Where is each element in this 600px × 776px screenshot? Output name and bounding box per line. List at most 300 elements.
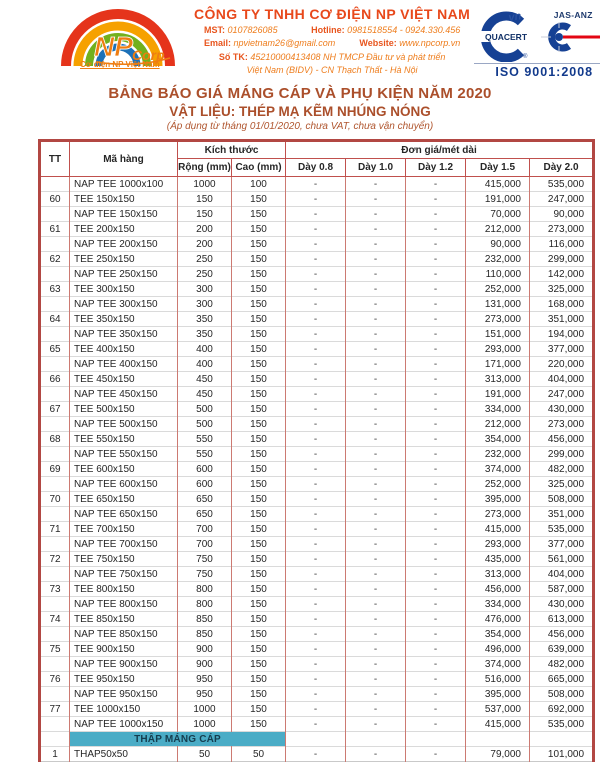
height-cell: 150 [232,357,286,372]
item-code-cell: TEE 850x150 [70,612,178,627]
price-table-head [40,141,594,177]
height-cell: 150 [232,372,286,387]
price-cell-08: - [286,672,346,687]
price-cell-10: - [346,477,406,492]
price-cell-15: 415,000 [466,717,530,732]
width-cell: 600 [178,477,232,492]
width-cell: 750 [178,567,232,582]
item-code-cell: NAP TEE 850x150 [70,627,178,642]
price-cell-10: - [346,702,406,717]
price-cell-10: - [346,672,406,687]
price-cell-12: - [406,537,466,552]
price-cell-08: - [286,447,346,462]
tt-cell [40,357,70,372]
tt-cell [40,507,70,522]
price-cell-10: - [346,312,406,327]
item-code-cell: NAP TEE 700x150 [70,537,178,552]
section-row [40,732,594,747]
item-code-cell: NAP TEE 1000x100 [70,177,178,192]
height-cell: 150 [232,432,286,447]
col-header-day-08: Dày 0.8 [286,159,346,177]
price-cell-20: 430,000 [530,402,594,417]
price-cell-08: - [286,477,346,492]
website-label: Website: [359,38,397,48]
tt-cell [40,267,70,282]
price-cell-15: 252,000 [466,282,530,297]
price-cell-12: - [406,687,466,702]
price-cell-10: - [346,357,406,372]
table-row [40,372,594,387]
height-cell: 150 [232,642,286,657]
price-cell-20: 273,000 [530,417,594,432]
price-cell-15: 70,000 [466,207,530,222]
item-code-cell: NAP TEE 350x150 [70,327,178,342]
price-cell-10: - [346,207,406,222]
col-header-rong: Rộng (mm) [178,159,232,177]
tt-cell [40,207,70,222]
price-cell-10: - [346,492,406,507]
height-cell: 150 [232,687,286,702]
price-cell-10: - [346,657,406,672]
price-cell-10: - [346,192,406,207]
tt-cell: 65 [40,342,70,357]
price-cell-10: - [346,432,406,447]
price-cell-10: - [346,447,406,462]
price-cell-08: - [286,177,346,192]
table-row [40,477,594,492]
width-cell: 250 [178,252,232,267]
price-cell-15: 395,000 [466,687,530,702]
price-cell-10: - [346,747,406,762]
table-row [40,672,594,687]
tt-cell: 77 [40,702,70,717]
price-cell-15: 232,000 [466,252,530,267]
item-code-cell: NAP TEE 950x150 [70,687,178,702]
height-cell: 150 [232,207,286,222]
width-cell: 500 [178,417,232,432]
price-cell-15: 273,000 [466,507,530,522]
price-cell-20: 535,000 [530,522,594,537]
price-cell-10: - [346,297,406,312]
price-cell-20: 299,000 [530,447,594,462]
table-row [40,177,594,192]
table-row [40,237,594,252]
table-row [40,312,594,327]
price-cell-20: 116,000 [530,237,594,252]
price-cell-10: - [346,507,406,522]
price-cell-15: 374,000 [466,462,530,477]
price-cell-12: - [406,747,466,762]
col-header-day-10: Dày 1.0 [346,159,406,177]
price-cell-10: - [346,552,406,567]
table-row [40,447,594,462]
price-cell-08: - [286,207,346,222]
price-cell-15: 313,000 [466,372,530,387]
price-cell-08: - [286,642,346,657]
tt-cell [40,732,70,747]
price-cell-08: - [286,612,346,627]
quacert-badge-icon [479,10,533,62]
col-header-day-12: Dày 1.2 [406,159,466,177]
email-value[interactable]: npvietnam26@gmail.com [233,38,336,48]
price-cell-12: - [406,462,466,477]
price-cell-08: - [286,687,346,702]
price-cell-08: - [286,492,346,507]
width-cell: 400 [178,342,232,357]
price-cell-20: 587,000 [530,582,594,597]
price-cell-15: 232,000 [466,447,530,462]
price-cell-10: - [346,627,406,642]
price-cell-12: - [406,327,466,342]
item-code-cell: TEE 800x150 [70,582,178,597]
item-code-cell: TEE 200x150 [70,222,178,237]
height-cell: 150 [232,657,286,672]
price-cell-20: 456,000 [530,627,594,642]
bank-line-2 [194,65,470,76]
price-cell-08: - [286,702,346,717]
price-cell-08: - [286,507,346,522]
width-cell: 200 [178,237,232,252]
hotline-value: 0981518554 - 0924.330.456 [347,24,461,35]
empty-cell [346,732,406,747]
table-row [40,207,594,222]
price-cell-15: 354,000 [466,627,530,642]
price-cell-20: 273,000 [530,222,594,237]
table-row [40,597,594,612]
price-cell-12: - [406,207,466,222]
document-titles [0,85,600,132]
price-cell-08: - [286,327,346,342]
item-code-cell: TEE 750x150 [70,552,178,567]
price-cell-08: - [286,312,346,327]
price-cell-15: 212,000 [466,417,530,432]
np-logo [58,4,190,80]
tt-cell [40,477,70,492]
price-cell-08: - [286,192,346,207]
width-cell: 300 [178,282,232,297]
price-cell-10: - [346,237,406,252]
price-cell-20: 639,000 [530,642,594,657]
height-cell: 150 [232,627,286,642]
table-row [40,192,594,207]
width-cell: 900 [178,657,232,672]
quacert-text: QUACERT [485,32,528,42]
table-row [40,462,594,477]
price-cell-12: - [406,312,466,327]
width-cell: 650 [178,507,232,522]
iso-label: ISO 9001:2008 [474,63,600,79]
table-row [40,642,594,657]
price-cell-12: - [406,657,466,672]
empty-cell [466,732,530,747]
tt-cell [40,687,70,702]
header-row-groups [40,141,594,159]
price-cell-12: - [406,357,466,372]
price-cell-12: - [406,627,466,642]
tt-cell: 66 [40,372,70,387]
table-row [40,537,594,552]
height-cell: 150 [232,552,286,567]
item-code-cell: NAP TEE 800x150 [70,597,178,612]
price-cell-20: 325,000 [530,282,594,297]
price-cell-15: 131,000 [466,297,530,312]
email-label: Email: [204,38,232,48]
price-cell-08: - [286,597,346,612]
height-cell: 150 [232,252,286,267]
item-code-cell: TEE 400x150 [70,342,178,357]
width-cell: 1000 [178,702,232,717]
item-code-cell: TEE 600x150 [70,462,178,477]
height-cell: 150 [232,507,286,522]
item-code-cell: TEE 500x150 [70,402,178,417]
width-cell: 800 [178,582,232,597]
price-cell-15: 293,000 [466,342,530,357]
tt-cell [40,177,70,192]
price-cell-12: - [406,492,466,507]
item-code-cell: NAP TEE 250x150 [70,267,178,282]
tt-cell: 73 [40,582,70,597]
item-code-cell: TEE 700x150 [70,522,178,537]
item-code-cell: TEE 900x150 [70,642,178,657]
height-cell: 150 [232,447,286,462]
price-cell-12: - [406,282,466,297]
table-row [40,387,594,402]
website-value[interactable]: www.npcorp.vn [399,38,461,48]
table-row [40,342,594,357]
item-code-cell: TEE 300x150 [70,282,178,297]
height-cell: 150 [232,222,286,237]
price-cell-20: 561,000 [530,552,594,567]
price-cell-15: 252,000 [466,477,530,492]
empty-cell [406,732,466,747]
width-cell: 700 [178,537,232,552]
table-row [40,702,594,717]
price-cell-10: - [346,612,406,627]
price-cell-08: - [286,357,346,372]
price-cell-08: - [286,552,346,567]
height-cell: 150 [232,522,286,537]
width-cell: 200 [178,222,232,237]
item-code-cell: NAP TEE 450x150 [70,387,178,402]
price-cell-12: - [406,567,466,582]
item-code-cell: NAP TEE 750x150 [70,567,178,582]
price-cell-15: 456,000 [466,582,530,597]
tt-cell: 71 [40,522,70,537]
price-cell-12: - [406,717,466,732]
width-cell: 950 [178,687,232,702]
company-header [0,0,600,80]
item-code-cell: TEE 650x150 [70,492,178,507]
price-cell-12: - [406,402,466,417]
certification-badges [474,4,600,80]
tt-cell: 64 [40,312,70,327]
jas-anz-icon [537,20,600,54]
bank-value-2: Việt Nam (BIDV) - CN Thạch Thất - Hà Nội [246,65,418,75]
height-cell: 100 [232,177,286,192]
table-row [40,717,594,732]
width-cell: 450 [178,372,232,387]
item-code-cell: TEE 1000x150 [70,702,178,717]
item-code-cell: NAP TEE 500x150 [70,417,178,432]
price-cell-10: - [346,462,406,477]
width-cell: 850 [178,612,232,627]
price-cell-15: 374,000 [466,657,530,672]
table-row [40,627,594,642]
width-cell: 50 [178,747,232,762]
height-cell: 150 [232,342,286,357]
price-cell-08: - [286,387,346,402]
width-cell: 350 [178,327,232,342]
item-code-cell: TEE 150x150 [70,192,178,207]
tt-cell: 1 [40,747,70,762]
price-cell-20: 299,000 [530,252,594,267]
price-cell-20: 692,000 [530,702,594,717]
tt-cell: 76 [40,672,70,687]
empty-cell [530,732,594,747]
price-cell-20: 168,000 [530,297,594,312]
width-cell: 350 [178,312,232,327]
height-cell: 150 [232,717,286,732]
width-cell: 400 [178,357,232,372]
price-cell-10: - [346,522,406,537]
price-cell-20: 404,000 [530,372,594,387]
price-cell-08: - [286,537,346,552]
price-cell-20: 665,000 [530,672,594,687]
tt-cell: 74 [40,612,70,627]
price-cell-12: - [406,642,466,657]
price-cell-08: - [286,252,346,267]
price-cell-20: 377,000 [530,537,594,552]
table-row [40,282,594,297]
price-cell-20: 351,000 [530,507,594,522]
price-cell-12: - [406,597,466,612]
table-row [40,432,594,447]
height-cell: 150 [232,702,286,717]
price-cell-20: 325,000 [530,477,594,492]
page-title: BẢNG BÁO GIÁ MÁNG CÁP VÀ PHỤ KIỆN NĂM 2020 [108,85,492,102]
price-cell-12: - [406,507,466,522]
width-cell: 500 [178,402,232,417]
price-cell-20: 456,000 [530,432,594,447]
price-cell-15: 313,000 [466,567,530,582]
price-table-body [40,177,594,762]
price-cell-08: - [286,627,346,642]
price-cell-10: - [346,252,406,267]
tt-cell: 68 [40,432,70,447]
price-cell-20: 482,000 [530,657,594,672]
quacert-vn-text: vn [507,10,523,24]
width-cell: 750 [178,552,232,567]
tt-cell: 63 [40,282,70,297]
tt-cell [40,717,70,732]
empty-cell [286,732,346,747]
price-cell-20: 142,000 [530,267,594,282]
height-cell: 150 [232,462,286,477]
price-cell-20: 508,000 [530,492,594,507]
table-row [40,747,594,762]
page-note: (Áp dụng từ tháng 01/01/2020, chưa VAT, chưa vận chuyển) [166,121,434,132]
tt-cell [40,627,70,642]
logo-tagline: Cơ điện NP Việt Nam [80,60,160,69]
price-cell-08: - [286,402,346,417]
tt-cell: 62 [40,252,70,267]
price-cell-10: - [346,342,406,357]
price-cell-15: 415,000 [466,177,530,192]
bank-line [194,52,470,63]
width-cell: 650 [178,492,232,507]
item-code-cell: NAP TEE 150x150 [70,207,178,222]
price-cell-20: 482,000 [530,462,594,477]
col-group-don-gia: Đơn giá/mét dài [286,141,594,159]
item-code-cell: NAP TEE 200x150 [70,237,178,252]
height-cell: 150 [232,567,286,582]
height-cell: 150 [232,387,286,402]
height-cell: 150 [232,477,286,492]
height-cell: 150 [232,192,286,207]
price-cell-12: - [406,612,466,627]
table-row [40,492,594,507]
tt-cell [40,597,70,612]
price-cell-08: - [286,372,346,387]
price-cell-12: - [406,387,466,402]
col-header-cao: Cao (mm) [232,159,286,177]
price-cell-15: 79,000 [466,747,530,762]
price-cell-20: 613,000 [530,612,594,627]
tt-cell: 61 [40,222,70,237]
logo-np-text: NP [94,31,133,62]
price-cell-15: 334,000 [466,402,530,417]
width-cell: 150 [178,192,232,207]
table-row [40,327,594,342]
width-cell: 250 [178,267,232,282]
company-info [190,4,474,80]
price-cell-12: - [406,432,466,447]
table-row [40,657,594,672]
price-cell-12: - [406,522,466,537]
table-row [40,417,594,432]
table-row [40,267,594,282]
tt-cell [40,537,70,552]
item-code-cell: NAP TEE 400x150 [70,357,178,372]
price-cell-15: 354,000 [466,432,530,447]
width-cell: 450 [178,387,232,402]
height-cell: 150 [232,612,286,627]
price-cell-15: 496,000 [466,642,530,657]
price-cell-08: - [286,657,346,672]
price-cell-08: - [286,267,346,282]
tt-cell: 72 [40,552,70,567]
price-table [38,139,595,762]
tt-cell [40,657,70,672]
price-cell-12: - [406,252,466,267]
col-header-day-15: Dày 1.5 [466,159,530,177]
table-row [40,567,594,582]
item-code-cell: NAP TEE 1000x150 [70,717,178,732]
price-cell-12: - [406,702,466,717]
price-cell-20: 377,000 [530,342,594,357]
hotline-label: Hotline: [311,24,345,35]
tt-cell: 60 [40,192,70,207]
price-cell-15: 537,000 [466,702,530,717]
item-code-cell: NAP TEE 600x150 [70,477,178,492]
price-cell-12: - [406,447,466,462]
tt-cell [40,387,70,402]
item-code-cell: TEE 450x150 [70,372,178,387]
price-cell-08: - [286,717,346,732]
col-group-kich-thuoc: Kích thước [178,141,286,159]
price-cell-15: 212,000 [466,222,530,237]
table-row [40,552,594,567]
